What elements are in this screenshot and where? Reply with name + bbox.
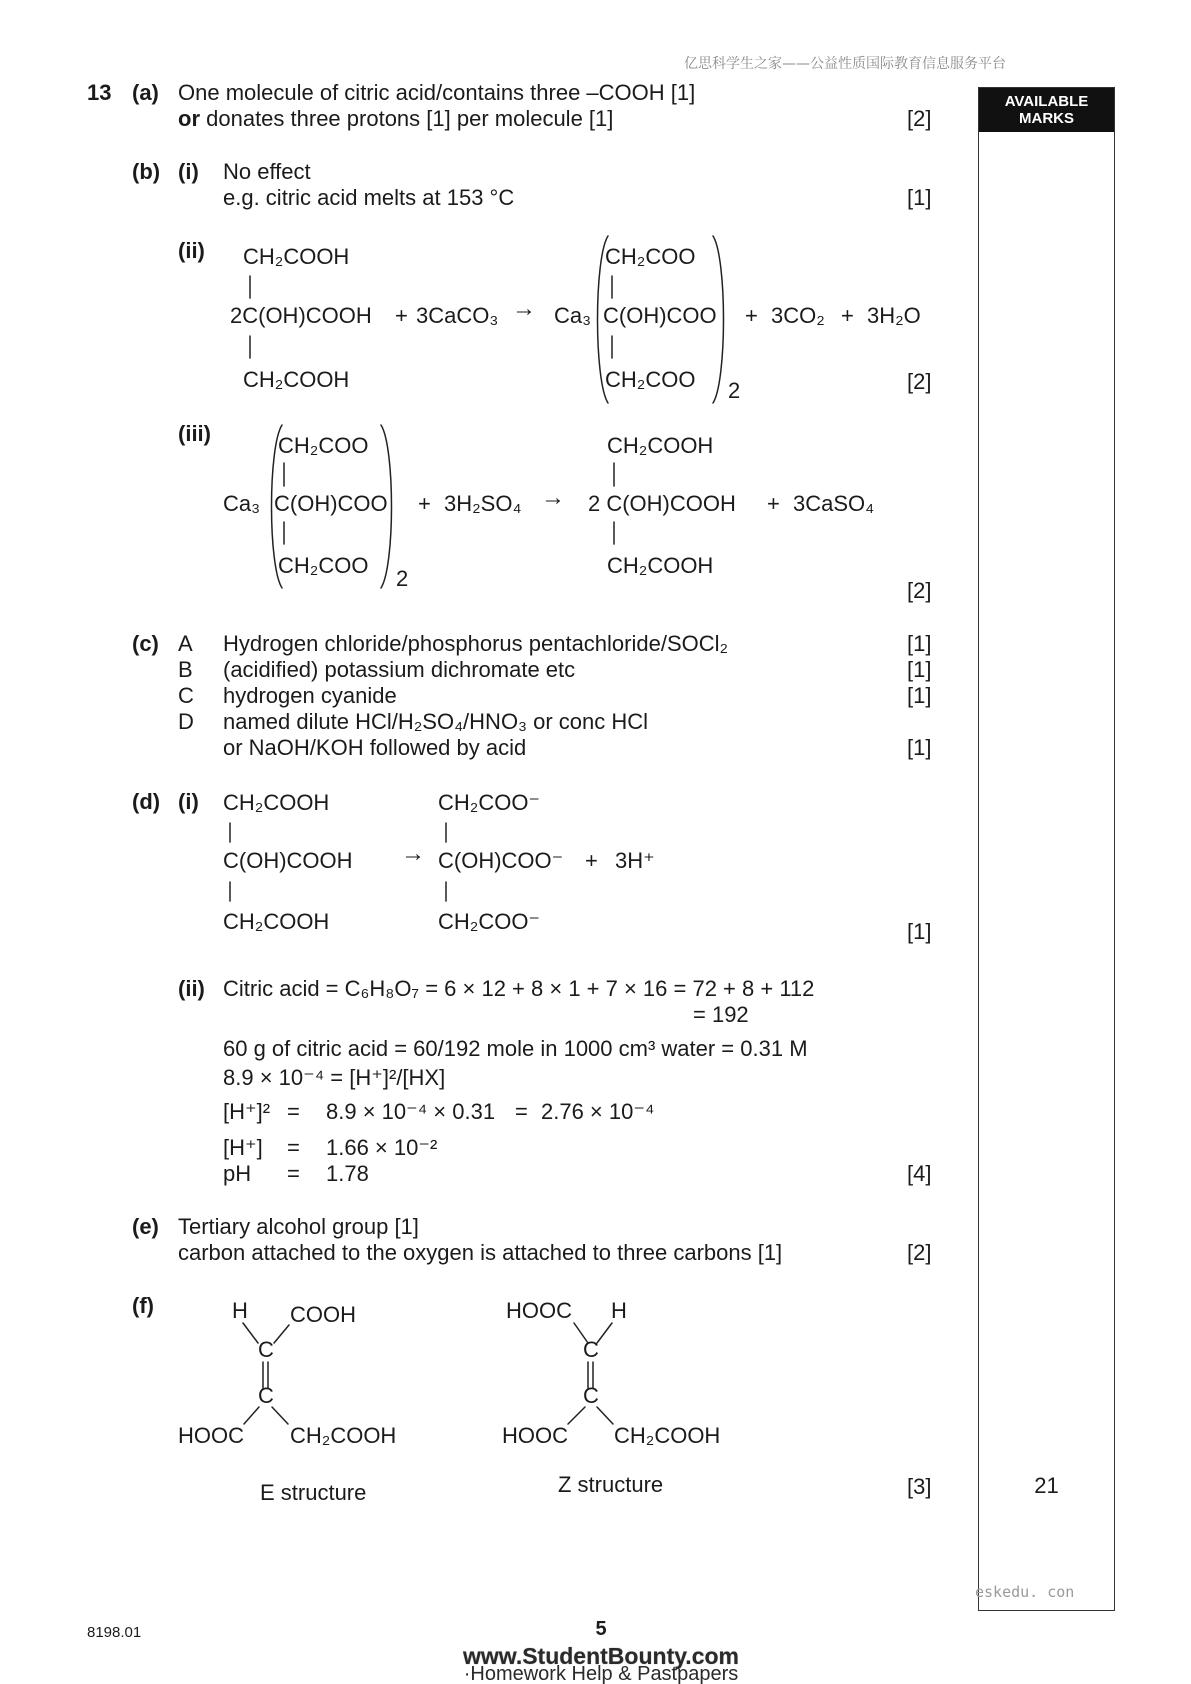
e-isomer-top-left: H [232, 1298, 248, 1323]
d-ii-molar-mass-line: Citric acid = C₆H₈O₇ = 6 × 12 + 8 × 1 + 7 × 16 = 72 + 8 + 112 [223, 976, 815, 1001]
b-iii-salt-subscript: 2 [396, 566, 409, 591]
part-b-label: (b) [132, 159, 161, 184]
d-ii-concentration-line: 60 g of citric acid = 60/192 mole in 1000 cm³ water = 0.31 M [223, 1036, 808, 1061]
b-ii-salt-cation: Ca₃ [554, 303, 592, 328]
b-ii-salt-top: CH₂COO [605, 244, 696, 269]
part-b-i-marks: [1] [907, 185, 932, 210]
part-a-marks: [2] [907, 106, 932, 131]
z-isomer-bottom-left: HOOC [502, 1423, 568, 1448]
z-isomer-top-left: HOOC [506, 1298, 572, 1323]
bond-line [272, 1407, 288, 1424]
e-isomer-caption: E structure [260, 1480, 367, 1505]
d-i-ion-top: CH₂COO⁻ [438, 790, 541, 815]
e-isomer-carbon-upper: C [258, 1337, 274, 1362]
d-ii-row1-lhs: [H⁺]² [223, 1099, 271, 1124]
site-tagline: ·Homework Help & Pastpapers [463, 1665, 739, 1684]
e-isomer-bottom-right: CH₂COOH [290, 1423, 397, 1448]
d-ii-row1-equals-2: = [515, 1099, 528, 1124]
part-e-line2: carbon attached to the oxygen is attached to three carbons [1] [178, 1240, 783, 1265]
part-a-or-keyword: or [178, 106, 200, 131]
reagent-letter-a: A [178, 631, 193, 656]
part-d-ii-label: (ii) [178, 976, 205, 1001]
z-isomer-top-right: H [611, 1298, 627, 1323]
d-ii-ka-expression: 8.9 × 10⁻⁴ = [H⁺]²/[HX] [223, 1065, 446, 1090]
site-logo-text: www.StudentBounty.com [463, 1643, 739, 1669]
part-b-ii-label: (ii) [178, 238, 205, 263]
b-iii-product-top: CH₂COOH [607, 433, 714, 458]
d-i-reaction-arrow: → [401, 840, 425, 867]
part-a-line1: One molecule of citric acid/contains three –COOH [1] [178, 80, 696, 105]
reagent-letter-d: D [178, 709, 194, 734]
b-ii-product-water: 3H₂O [867, 303, 921, 328]
available-marks-heading-line2: MARKS [1019, 110, 1074, 127]
z-isomer-bottom-right: CH₂COOH [614, 1423, 721, 1448]
part-a-line2-text: donates three protons [1] per molecule [1] [206, 106, 614, 131]
part-d-i-marks: [1] [907, 919, 932, 944]
d-ii-row2-rhs: 1.66 × 10⁻² [326, 1135, 438, 1160]
b-ii-salt-bottom: CH₂COO [605, 367, 696, 392]
part-f-label: (f) [132, 1293, 154, 1318]
d-i-plus: + [585, 848, 598, 873]
d-ii-row1-rhs: 8.9 × 10⁻⁴ × 0.31 [326, 1099, 496, 1124]
part-d-i-label: (i) [178, 789, 199, 814]
available-marks-total: 21 [1034, 1473, 1059, 1498]
z-isomer-caption: Z structure [558, 1472, 664, 1497]
reagent-text-a: Hydrogen chloride/phosphorus pentachloride/SOCl₂ [223, 631, 729, 656]
d-i-ion-bottom: CH₂COO⁻ [438, 909, 541, 934]
part-d-label: (d) [132, 789, 161, 814]
part-e-line1: Tertiary alcohol group [1] [178, 1214, 419, 1239]
part-f-marks: [3] [907, 1474, 932, 1499]
part-b-iii-label: (iii) [178, 421, 211, 446]
b-iii-reagent: 3H₂SO₄ [444, 491, 522, 516]
bond-line [244, 1407, 259, 1424]
part-d-ii-marks: [4] [907, 1161, 932, 1186]
paper-code: 8198.01 [87, 1624, 142, 1641]
part-b-i-line2: e.g. citric acid melts at 153 °C [223, 185, 515, 210]
d-i-acid-middle: C(OH)COOH [223, 848, 353, 873]
e-isomer-top-right: COOH [290, 1302, 356, 1327]
reagent-text-d-continuation: or NaOH/KOH followed by acid [223, 735, 527, 760]
d-i-protons: 3H⁺ [615, 848, 655, 873]
b-ii-product-co2: 3CO₂ [771, 303, 825, 328]
d-ii-row1-equals: = [287, 1099, 300, 1124]
b-iii-plus-1: + [418, 491, 431, 516]
z-isomer-carbon-upper: C [583, 1337, 599, 1362]
b-ii-reaction-arrow: → [512, 295, 536, 322]
b-ii-reactant-middle: 2C(OH)COOH [230, 303, 372, 328]
d-ii-row1-result: 2.76 × 10⁻⁴ [541, 1099, 655, 1124]
d-ii-row2-lhs: [H⁺] [223, 1135, 263, 1160]
available-marks-heading [979, 88, 1114, 132]
e-isomer-bottom-left: HOOC [178, 1423, 244, 1448]
part-b-ii-marks: [2] [907, 369, 932, 394]
d-i-acid-top: CH₂COOH [223, 790, 330, 815]
b-ii-plus-3: + [841, 303, 854, 328]
part-a-line2 [178, 106, 613, 132]
reagent-marks-b: [1] [907, 657, 932, 682]
d-ii-row3-equals: = [287, 1161, 300, 1186]
header-watermark: 亿思科学生之家——公益性质国际教育信息服务平台 [684, 56, 1006, 72]
reagent-marks-a: [1] [907, 631, 932, 656]
bond-line [597, 1323, 612, 1343]
part-b-i-label: (i) [178, 159, 199, 184]
bond-line [243, 1323, 258, 1343]
reagent-marks-d: [1] [907, 735, 932, 760]
d-ii-molar-mass-result: = 192 [693, 1002, 749, 1027]
part-b-i-line1: No effect [223, 159, 311, 184]
b-iii-reaction-arrow: → [541, 484, 565, 511]
part-c-label: (c) [132, 631, 159, 656]
b-iii-product-bottom: CH₂COOH [607, 553, 714, 578]
question-number: 13 [87, 80, 112, 105]
b-iii-salt-middle: C(OH)COO [274, 491, 388, 516]
available-marks-column [978, 87, 1115, 1611]
bond-line [274, 1325, 289, 1343]
b-ii-salt-subscript: 2 [728, 378, 741, 403]
d-i-ion-middle: C(OH)COO⁻ [438, 848, 564, 873]
b-iii-product-salt: 3CaSO₄ [793, 491, 875, 516]
b-ii-reagent: 3CaCO₃ [416, 303, 499, 328]
reagent-letter-c: C [178, 683, 194, 708]
d-ii-row3-lhs: pH [223, 1161, 252, 1186]
b-ii-reactant-bottom: CH₂COOH [243, 367, 350, 392]
bond-line [597, 1407, 613, 1424]
available-marks-heading-line1: AVAILABLE [1004, 93, 1089, 110]
z-isomer-carbon-lower: C [583, 1383, 599, 1408]
reagent-text-d: named dilute HCl/H₂SO₄/HNO₃ or conc HCl [223, 709, 649, 734]
b-ii-plus-2: + [745, 303, 758, 328]
b-iii-salt-top: CH₂COO [278, 433, 369, 458]
d-ii-row3-rhs: 1.78 [326, 1161, 369, 1186]
d-i-acid-bottom: CH₂COOH [223, 909, 330, 934]
bond-line [568, 1407, 585, 1424]
b-ii-reactant-top: CH₂COOH [243, 244, 350, 269]
b-iii-salt-bottom: CH₂COO [278, 553, 369, 578]
b-iii-salt-cation: Ca₃ [223, 491, 261, 516]
side-watermark: eskedu. con [975, 1583, 1075, 1601]
part-b-iii-marks: [2] [907, 578, 932, 603]
part-a-label: (a) [132, 80, 159, 105]
reagent-text-b: (acidified) potassium dichromate etc [223, 657, 576, 682]
part-e-label: (e) [132, 1214, 159, 1239]
b-iii-plus-2: + [767, 491, 780, 516]
reagent-marks-c: [1] [907, 683, 932, 708]
reagent-text-c: hydrogen cyanide [223, 683, 397, 708]
b-iii-product-middle: 2 C(OH)COOH [588, 491, 736, 516]
page-number: 5 [595, 1618, 607, 1640]
b-ii-salt-middle: C(OH)COO [603, 303, 717, 328]
part-e-marks: [2] [907, 1240, 932, 1265]
e-isomer-carbon-lower: C [258, 1383, 274, 1408]
d-ii-row2-equals: = [287, 1135, 300, 1160]
b-ii-plus-1: + [395, 303, 408, 328]
reagent-letter-b: B [178, 657, 193, 682]
